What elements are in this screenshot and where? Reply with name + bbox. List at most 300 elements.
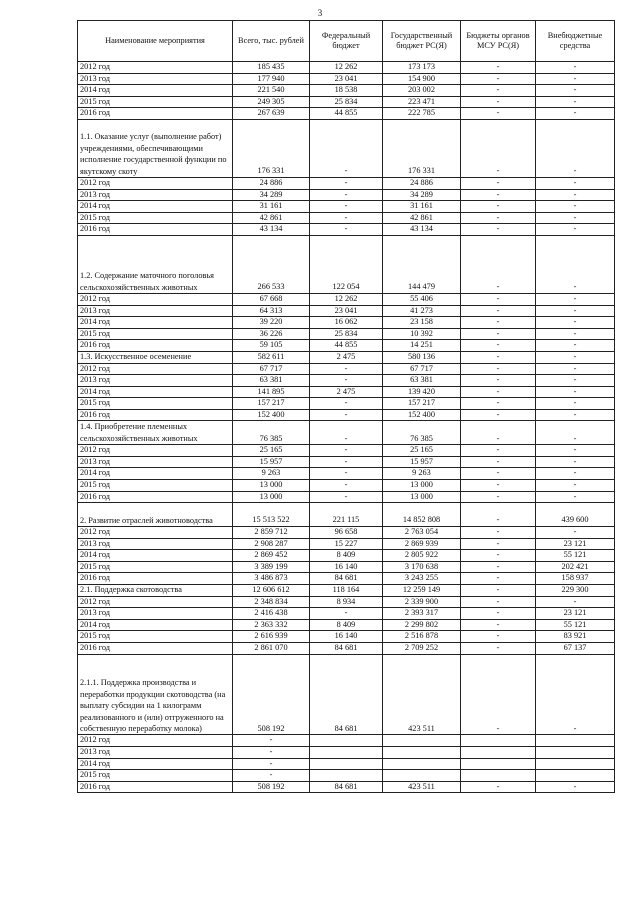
cell-federal [310,746,383,758]
cell-extra: - [536,421,615,445]
cell-federal: 25 834 [310,96,383,108]
cell-name: 2015 год [78,631,233,643]
cell-federal [310,770,383,782]
cell-extra: - [536,386,615,398]
cell-municipal: - [461,619,536,631]
cell-federal: 12 262 [310,293,383,305]
cell-name: 2014 год [78,317,233,329]
cell-federal: 8 409 [310,550,383,562]
cell-municipal: - [461,73,536,85]
header-state: Государственный бюджет РС(Я) [383,21,461,62]
cell-extra: - [536,363,615,375]
cell-name: 2016 год [78,224,233,236]
table-row [78,550,615,562]
cell-name: 2013 год [78,608,233,620]
cell-total: 2 869 452 [233,550,310,562]
cell-name: 2016 год [78,409,233,421]
cell-federal: - [310,468,383,480]
table-row [78,642,615,654]
cell-state: 2 339 900 [383,596,461,608]
table-row [78,770,615,782]
cell-state: 76 385 [383,421,461,445]
table-row [78,631,615,643]
cell-state [383,758,461,770]
cell-municipal: - [461,340,536,352]
cell-federal: - [310,445,383,457]
table-row [78,781,615,793]
cell-extra: - [536,456,615,468]
cell-municipal: - [461,201,536,213]
cell-state: 55 406 [383,293,461,305]
cell-name: 2014 год [78,550,233,562]
cell-state: 154 900 [383,73,461,85]
table-header-row [78,21,615,62]
table-row [78,363,615,375]
cell-state: 203 002 [383,85,461,97]
table-row [78,293,615,305]
cell-total: 508 192 [233,781,310,793]
cell-extra: - [536,375,615,387]
table-row [78,398,615,410]
cell-municipal: - [461,409,536,421]
table-row [78,527,615,539]
cell-federal: 8 934 [310,596,383,608]
cell-total: 141 895 [233,386,310,398]
cell-total: 13 000 [233,491,310,503]
cell-state: 2 763 054 [383,527,461,539]
cell-municipal: - [461,642,536,654]
cell-name: 2.1. Поддержка скотоводства [78,585,233,597]
cell-federal: 23 041 [310,305,383,317]
cell-extra: - [536,96,615,108]
cell-extra: - [536,654,615,735]
cell-municipal: - [461,527,536,539]
cell-state: 42 861 [383,212,461,224]
cell-federal: 44 855 [310,108,383,120]
cell-extra: 439 600 [536,503,615,527]
cell-extra: 23 121 [536,538,615,550]
table-row [78,73,615,85]
cell-municipal: - [461,177,536,189]
cell-state: 423 511 [383,781,461,793]
cell-municipal: - [461,119,536,177]
cell-federal: 18 538 [310,85,383,97]
cell-total: 2 363 332 [233,619,310,631]
cell-federal: - [310,177,383,189]
cell-total: 249 305 [233,96,310,108]
cell-total: 3 389 199 [233,561,310,573]
cell-total: 34 289 [233,189,310,201]
cell-state: 25 165 [383,445,461,457]
budget-table [77,20,615,793]
cell-extra: - [536,189,615,201]
cell-state: 2 393 317 [383,608,461,620]
cell-extra: - [536,351,615,363]
cell-name: 2012 год [78,527,233,539]
cell-state: 223 471 [383,96,461,108]
cell-state: 139 420 [383,386,461,398]
cell-federal: 12 262 [310,62,383,74]
cell-federal: 84 681 [310,573,383,585]
cell-state: 580 136 [383,351,461,363]
cell-state: 9 263 [383,468,461,480]
cell-total: 2 616 939 [233,631,310,643]
cell-name: 2015 год [78,212,233,224]
cell-total: 2 416 438 [233,608,310,620]
cell-name: 2015 год [78,561,233,573]
table-row [78,119,615,177]
cell-state: 34 289 [383,189,461,201]
cell-total: 267 639 [233,108,310,120]
cell-extra: 83 921 [536,631,615,643]
cell-name: 1.3. Искусственное осеменение [78,351,233,363]
cell-federal: 122 054 [310,235,383,293]
table-row [78,538,615,550]
cell-extra: - [536,340,615,352]
header-municipal: Бюджеты органов МСУ РС(Я) [461,21,536,62]
table-row [78,735,615,747]
cell-extra: 202 421 [536,561,615,573]
cell-extra: - [536,293,615,305]
cell-total: 15 957 [233,456,310,468]
header-name: Наименование мероприятия [78,21,233,62]
cell-state: 43 134 [383,224,461,236]
cell-total: 63 381 [233,375,310,387]
cell-municipal: - [461,351,536,363]
cell-extra: - [536,177,615,189]
cell-total: 42 861 [233,212,310,224]
cell-extra: 158 937 [536,573,615,585]
table-row [78,62,615,74]
cell-extra [536,746,615,758]
cell-municipal: - [461,573,536,585]
cell-total: 67 717 [233,363,310,375]
cell-state: 14 251 [383,340,461,352]
cell-municipal: - [461,631,536,643]
cell-federal: 221 115 [310,503,383,527]
cell-total: 15 513 522 [233,503,310,527]
cell-municipal: - [461,781,536,793]
cell-state: 13 000 [383,491,461,503]
cell-state: 423 511 [383,654,461,735]
cell-state: 3 170 638 [383,561,461,573]
cell-extra: - [536,119,615,177]
cell-name: 2012 год [78,363,233,375]
cell-federal: 2 475 [310,386,383,398]
cell-total: 12 606 612 [233,585,310,597]
cell-municipal: - [461,85,536,97]
cell-name: 2015 год [78,480,233,492]
cell-name: 2013 год [78,73,233,85]
cell-total: 43 134 [233,224,310,236]
cell-total: 39 220 [233,317,310,329]
cell-municipal: - [461,585,536,597]
table-row [78,85,615,97]
cell-federal: 84 681 [310,654,383,735]
cell-federal: - [310,409,383,421]
cell-total: 13 000 [233,480,310,492]
cell-extra: - [536,491,615,503]
cell-total: 582 611 [233,351,310,363]
cell-name: 2.1.1. Поддержка производства и переработки продукции скотоводства (на выплату субсидии на 1 килограмм реализованного и (или) отгруженного на собственную переработку молока) [78,654,233,735]
cell-total: 152 400 [233,409,310,421]
cell-name: 2014 год [78,85,233,97]
cell-federal: - [310,480,383,492]
cell-federal: - [310,491,383,503]
cell-state: 176 331 [383,119,461,177]
cell-federal: - [310,456,383,468]
cell-name: 2016 год [78,108,233,120]
cell-total: 2 908 287 [233,538,310,550]
cell-total: 157 217 [233,398,310,410]
cell-extra: - [536,328,615,340]
cell-name: 2015 год [78,398,233,410]
cell-total: 266 533 [233,235,310,293]
table-row [78,386,615,398]
cell-name: 2013 год [78,375,233,387]
cell-municipal: - [461,305,536,317]
cell-name: 2. Развитие отраслей животноводства [78,503,233,527]
cell-municipal [461,770,536,782]
cell-federal: 23 041 [310,73,383,85]
cell-municipal: - [461,456,536,468]
cell-extra: - [536,317,615,329]
cell-state: 63 381 [383,375,461,387]
table-row [78,235,615,293]
table-row [78,503,615,527]
cell-federal: - [310,375,383,387]
cell-total: 64 313 [233,305,310,317]
table-row [78,328,615,340]
cell-total: 2 861 070 [233,642,310,654]
cell-municipal: - [461,224,536,236]
cell-name: 2012 год [78,445,233,457]
cell-municipal: - [461,445,536,457]
cell-municipal: - [461,317,536,329]
cell-total: 9 263 [233,468,310,480]
cell-name: 2013 год [78,189,233,201]
table-row [78,619,615,631]
cell-federal: 84 681 [310,642,383,654]
cell-municipal: - [461,386,536,398]
table-row [78,108,615,120]
cell-municipal: - [461,398,536,410]
cell-total: 221 540 [233,85,310,97]
cell-federal: - [310,608,383,620]
table-row [78,480,615,492]
cell-name: 2016 год [78,491,233,503]
cell-name: 2012 год [78,735,233,747]
cell-total: - [233,735,310,747]
cell-total: 2 859 712 [233,527,310,539]
cell-name: 2013 год [78,538,233,550]
cell-state: 2 805 922 [383,550,461,562]
cell-extra [536,758,615,770]
cell-municipal [461,746,536,758]
table-row [78,305,615,317]
table-row [78,654,615,735]
cell-municipal: - [461,375,536,387]
cell-municipal: - [461,328,536,340]
cell-name: 2013 год [78,456,233,468]
cell-extra: - [536,596,615,608]
cell-federal: 96 658 [310,527,383,539]
table-row [78,317,615,329]
cell-federal [310,758,383,770]
cell-total: 508 192 [233,654,310,735]
cell-name: 2014 год [78,619,233,631]
cell-total: 67 668 [233,293,310,305]
cell-federal: 2 475 [310,351,383,363]
cell-name: 2014 год [78,468,233,480]
cell-name: 2012 год [78,177,233,189]
cell-state: 173 173 [383,62,461,74]
cell-name: 2015 год [78,770,233,782]
cell-state: 23 158 [383,317,461,329]
cell-municipal: - [461,491,536,503]
cell-total: 3 486 873 [233,573,310,585]
cell-name: 2016 год [78,573,233,585]
cell-total: 177 940 [233,73,310,85]
cell-state: 152 400 [383,409,461,421]
cell-name: 2016 год [78,340,233,352]
cell-name: 2013 год [78,305,233,317]
cell-municipal: - [461,421,536,445]
cell-federal: - [310,224,383,236]
cell-municipal: - [461,363,536,375]
cell-extra: 229 300 [536,585,615,597]
table-row [78,596,615,608]
cell-extra: - [536,201,615,213]
cell-state: 2 516 878 [383,631,461,643]
page-number: 3 [317,8,323,18]
cell-extra: - [536,409,615,421]
cell-municipal: - [461,608,536,620]
cell-state: 14 852 808 [383,503,461,527]
cell-municipal: - [461,468,536,480]
cell-total: 31 161 [233,201,310,213]
cell-extra: - [536,445,615,457]
cell-state: 222 785 [383,108,461,120]
table-row [78,573,615,585]
cell-name: 2013 год [78,746,233,758]
table-row [78,746,615,758]
cell-total: 76 385 [233,421,310,445]
cell-total: - [233,746,310,758]
cell-state: 41 273 [383,305,461,317]
cell-federal: 25 834 [310,328,383,340]
cell-municipal: - [461,654,536,735]
cell-federal [310,735,383,747]
cell-total: 176 331 [233,119,310,177]
cell-municipal: - [461,96,536,108]
cell-federal: - [310,212,383,224]
cell-federal: 16 140 [310,631,383,643]
cell-name: 2015 год [78,96,233,108]
cell-name: 2016 год [78,781,233,793]
cell-state: 10 392 [383,328,461,340]
cell-municipal: - [461,480,536,492]
cell-state: 13 000 [383,480,461,492]
cell-state: 3 243 255 [383,573,461,585]
cell-municipal: - [461,538,536,550]
cell-federal: 118 164 [310,585,383,597]
cell-federal: 16 062 [310,317,383,329]
cell-municipal: - [461,108,536,120]
cell-name: 2015 год [78,328,233,340]
cell-state: 157 217 [383,398,461,410]
table-row [78,421,615,445]
cell-state [383,770,461,782]
cell-total: 24 886 [233,177,310,189]
cell-total: - [233,770,310,782]
cell-extra [536,770,615,782]
cell-extra: - [536,468,615,480]
cell-municipal: - [461,293,536,305]
cell-name: 2012 год [78,62,233,74]
cell-extra: 67 137 [536,642,615,654]
header-extra: Внебюджетные средства [536,21,615,62]
cell-municipal: - [461,212,536,224]
table-row [78,224,615,236]
cell-extra: - [536,224,615,236]
cell-municipal: - [461,503,536,527]
table-row [78,177,615,189]
cell-state: 24 886 [383,177,461,189]
cell-federal: - [310,201,383,213]
cell-extra: 23 121 [536,608,615,620]
cell-federal: - [310,398,383,410]
cell-total: 59 105 [233,340,310,352]
table-row [78,375,615,387]
cell-extra: - [536,108,615,120]
table-row [78,468,615,480]
cell-state: 144 479 [383,235,461,293]
table-row [78,445,615,457]
table-row [78,561,615,573]
cell-extra: - [536,398,615,410]
cell-total: - [233,758,310,770]
cell-extra: - [536,781,615,793]
cell-name: 2012 год [78,293,233,305]
cell-federal: 84 681 [310,781,383,793]
table-row [78,608,615,620]
cell-state: 12 259 149 [383,585,461,597]
cell-name: 1.4. Приобретение племенных сельскохозяйственных животных [78,421,233,445]
cell-municipal: - [461,235,536,293]
table-row [78,456,615,468]
table-row [78,340,615,352]
table-row [78,351,615,363]
cell-federal: - [310,189,383,201]
cell-municipal: - [461,550,536,562]
cell-state: 15 957 [383,456,461,468]
cell-municipal: - [461,62,536,74]
cell-name: 2014 год [78,201,233,213]
table-row [78,585,615,597]
header-total: Всего, тыс. рублей [233,21,310,62]
cell-name: 1.2. Содержание маточного поголовья сельскохозяйственных животных [78,235,233,293]
cell-state: 2 299 802 [383,619,461,631]
table-row [78,201,615,213]
cell-name: 1.1. Оказание услуг (выполнение работ) учреждениями, обеспечивающими исполнение государственной функции по якутскому скоту [78,119,233,177]
cell-total: 36 226 [233,328,310,340]
cell-extra: 55 121 [536,619,615,631]
cell-state: 31 161 [383,201,461,213]
cell-extra: - [536,212,615,224]
table-row [78,212,615,224]
cell-federal: - [310,119,383,177]
